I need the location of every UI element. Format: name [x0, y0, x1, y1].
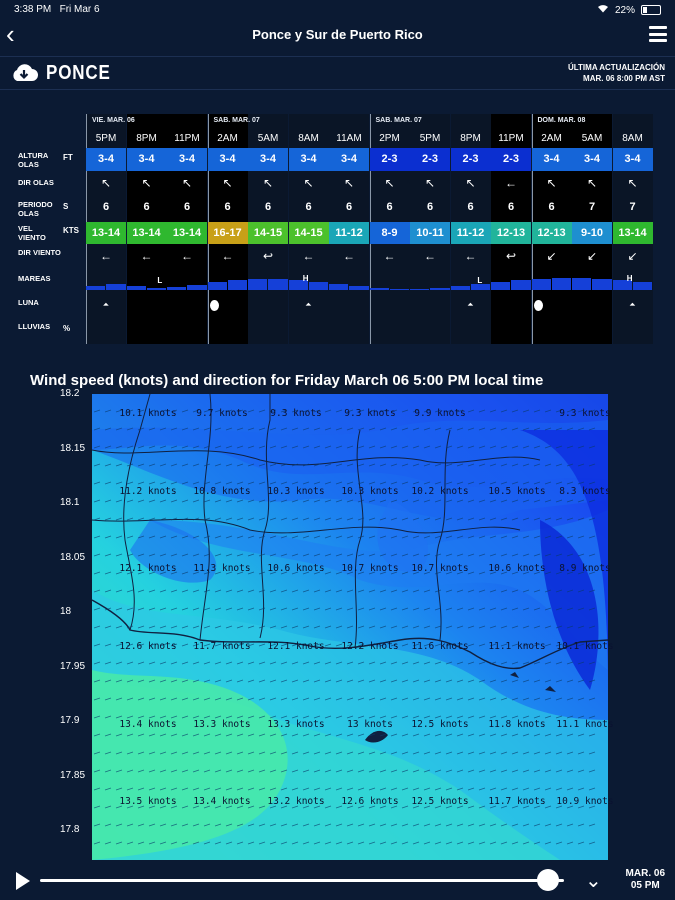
- time-header: 2AM: [541, 133, 562, 144]
- wave-period-cell: 6: [102, 201, 110, 213]
- day-header: SAB. MAR. 07: [213, 117, 260, 124]
- row-label-wave-dir: DIR OLAS: [18, 178, 54, 187]
- hamburger-menu-icon[interactable]: [649, 26, 667, 42]
- wind-speed-label: 13.5 knots: [119, 796, 177, 807]
- status-time: 3:38 PM Fri Mar 6: [14, 4, 100, 15]
- tide-high-label: H: [626, 274, 633, 283]
- day-header: SAB. MAR. 07: [375, 117, 422, 124]
- wind-speed-label: 12.5 knots: [411, 719, 469, 730]
- wave-height-cell: 2-3: [491, 148, 531, 171]
- time-header: 2AM: [217, 133, 238, 144]
- wind-speed-label: 12.1 knots: [267, 641, 325, 652]
- wave-direction-arrow-icon: ↖: [586, 176, 598, 190]
- back-chevron-icon[interactable]: ‹: [6, 19, 15, 49]
- wind-speed-label: 13.4 knots: [193, 796, 251, 807]
- tide-high-label: H: [302, 274, 309, 283]
- time-header: 2PM: [379, 133, 400, 144]
- time-header: 5AM: [581, 133, 603, 144]
- wave-period-cell: 6: [386, 201, 393, 213]
- wind-direction-arrow-icon: ←: [343, 249, 355, 263]
- y-axis-tick-label: 17.95: [60, 660, 86, 672]
- wave-period-cell: 6: [345, 201, 353, 213]
- row-label-rain: LLUVIAS: [18, 322, 51, 331]
- wave-direction-arrow-icon: ↖: [100, 176, 112, 190]
- wind-speed-label: 10.3 knots: [341, 486, 399, 497]
- tide-bar: [370, 288, 389, 290]
- wave-direction-arrow-icon: ↖: [181, 176, 193, 190]
- wind-speed-label: 10.8 knots: [193, 486, 251, 497]
- wind-direction-arrow-icon: ←: [302, 249, 315, 263]
- chevron-down-icon[interactable]: ⌄: [585, 870, 602, 892]
- last-updated-label: ÚLTIMA ACTUALIZACIÓN: [567, 63, 665, 72]
- wind-speed-label: 10.3 knots: [267, 486, 325, 497]
- y-axis-tick-label: 18.15: [60, 442, 86, 454]
- wind-speed-label: 12.6 knots: [341, 796, 399, 807]
- tide-bar: [147, 288, 166, 290]
- tide-bar: [390, 289, 409, 290]
- wind-map: [0, 390, 675, 860]
- wind-speed-cell: 16-17: [208, 222, 248, 244]
- wind-speed-label: 11.6 knots: [411, 641, 469, 652]
- wind-speed-label: 12.1 knots: [119, 563, 177, 574]
- wind-speed-label: 11.8 knots: [488, 719, 546, 730]
- last-updated-value: MAR. 06 8:00 PM AST: [583, 74, 665, 83]
- tide-bar: [572, 278, 591, 290]
- wave-direction-arrow-icon: ↖: [141, 176, 152, 190]
- wind-direction-arrow-icon: ←: [221, 249, 234, 263]
- wind-direction-arrow-icon: ←: [383, 249, 396, 263]
- y-axis-tick-label: 17.85: [60, 769, 86, 781]
- wind-direction-arrow-icon: ↩: [505, 249, 517, 263]
- cloud-download-icon[interactable]: [10, 62, 38, 89]
- wave-period-cell: 6: [183, 201, 191, 213]
- wind-speed-label: 11.3 knots: [193, 563, 251, 574]
- moon-phase-icon: [210, 300, 219, 311]
- playback-date-time: 05 PM: [630, 880, 660, 891]
- wind-speed-label: 10.9 knots: [556, 796, 614, 807]
- wave-height-cell: 3-4: [86, 148, 126, 171]
- wind-speed-label: 11.7 knots: [488, 796, 546, 807]
- time-header: 5PM: [95, 133, 117, 144]
- wave-direction-arrow-icon: ↖: [303, 176, 314, 190]
- wind-speed-label: 13.3 knots: [267, 719, 325, 730]
- time-header: 8AM: [298, 133, 319, 144]
- wave-period-cell: 6: [264, 201, 272, 213]
- time-header: 11PM: [498, 133, 524, 144]
- forecast-table[interactable]: [18, 114, 658, 344]
- page-title: Ponce y Sur de Puerto Rico: [252, 27, 423, 42]
- wind-speed-label: 10.7 knots: [411, 563, 469, 574]
- wind-speed-label: 12.6 knots: [119, 641, 177, 652]
- wind-speed-label: 8.3 knots: [559, 486, 611, 497]
- tide-bar: [410, 289, 429, 290]
- day-header: VIE. MAR. 06: [92, 117, 135, 124]
- tide-bar: [329, 284, 348, 290]
- wave-height-cell: 3-4: [329, 148, 369, 171]
- timeline-slider-thumb[interactable]: [537, 869, 559, 891]
- time-header: 8PM: [136, 133, 157, 144]
- time-header: 11AM: [336, 133, 362, 144]
- y-axis-tick-label: 18: [60, 606, 72, 617]
- wind-speed-cell: 11-12: [329, 222, 369, 244]
- time-header: 5PM: [419, 133, 441, 144]
- wind-speed-label: 9.9 knots: [414, 408, 466, 419]
- tide-bar: [349, 286, 368, 290]
- status-bar: [0, 0, 675, 20]
- wave-period-cell: 7: [629, 201, 636, 213]
- wind-speed-label: 10.5 knots: [488, 486, 546, 497]
- tide-bar: [633, 282, 652, 290]
- last-updated: [568, 62, 665, 84]
- wind-direction-arrow-icon: ←: [464, 249, 477, 263]
- wave-period-cell: 6: [467, 201, 474, 213]
- wind-speed-label: 8.9 knots: [559, 563, 611, 574]
- wave-direction-arrow-icon: ↖: [627, 176, 638, 190]
- moon-rise-icon: ⏶: [102, 300, 110, 309]
- time-header: 8AM: [622, 133, 643, 144]
- wave-direction-arrow-icon: ↖: [424, 176, 436, 190]
- wave-direction-arrow-icon: ↖: [546, 176, 557, 190]
- wind-direction-arrow-icon: ↙: [586, 249, 598, 263]
- day-header: DOM. MAR. 08: [537, 117, 586, 124]
- wind-speed-cell: 14-15: [289, 222, 329, 244]
- wind-speed-cell: 13-14: [167, 222, 207, 244]
- wind-speed-cell: 12-13: [491, 222, 531, 244]
- row-label-wind-dir: DIR VIENTO: [18, 248, 61, 257]
- wave-height-cell: 3-4: [127, 148, 167, 171]
- tide-bar: [187, 285, 206, 290]
- wind-speed-label: 12.5 knots: [411, 796, 469, 807]
- wind-speed-label: 12.2 knots: [341, 641, 399, 652]
- wind-speed-cell: 13-14: [613, 222, 653, 244]
- wave-direction-arrow-icon: ↖: [384, 176, 395, 190]
- tide-bar: [268, 279, 287, 290]
- wave-height-cell: 3-4: [613, 148, 653, 171]
- y-axis-tick-label: 17.9: [60, 715, 80, 726]
- row-label-moon: LUNA: [18, 298, 39, 307]
- wind-speed-cell: 14-15: [248, 222, 288, 244]
- wave-height-cell: 3-4: [208, 148, 248, 171]
- wind-speed-cell: 12-13: [532, 222, 572, 244]
- wind-direction-arrow-icon: ←: [181, 249, 193, 263]
- tide-bar: [167, 287, 186, 290]
- row-label-wind-speed: VEL VIENTO: [18, 224, 46, 242]
- moon-rise-icon: ⏶: [629, 300, 636, 309]
- wave-direction-arrow-icon: ↖: [262, 176, 274, 190]
- wind-direction-arrow-icon: ←: [140, 249, 153, 263]
- wave-direction-arrow-icon: ←: [505, 176, 517, 190]
- wave-height-cell: 2-3: [451, 148, 491, 171]
- wave-direction-arrow-icon: ↖: [343, 176, 355, 190]
- wind-speed-cell: 11-12: [451, 222, 491, 244]
- wave-height-cell: 3-4: [572, 148, 612, 171]
- time-header: 5AM: [257, 133, 279, 144]
- row-label-tides: MAREAS: [18, 274, 51, 283]
- wind-speed-label: 9.3 knots: [270, 408, 322, 419]
- wind-speed-label: 10.6 knots: [488, 563, 546, 574]
- time-header: 8PM: [460, 133, 481, 144]
- map-title: Wind speed (knots) and direction for Friday March 06 5:00 PM local time: [30, 372, 544, 389]
- playback-date-day: MAR. 06: [625, 868, 665, 879]
- y-axis-tick-label: 18.05: [60, 551, 86, 563]
- play-icon[interactable]: [16, 872, 30, 890]
- tide-low-label: L: [477, 276, 483, 285]
- tide-bar: [228, 280, 247, 290]
- wave-period-cell: 6: [426, 201, 434, 213]
- tide-bar: [248, 279, 267, 290]
- location-name: PONCE: [46, 62, 111, 84]
- wind-speed-label: 11.2 knots: [119, 486, 177, 497]
- battery-icon: [641, 5, 661, 15]
- wave-period-cell: 6: [305, 201, 312, 213]
- wave-height-cell: 3-4: [167, 148, 207, 171]
- wind-speed-label: 13.2 knots: [267, 796, 325, 807]
- wind-map-svg: [0, 390, 675, 860]
- wave-period-cell: 6: [548, 201, 555, 213]
- tide-bar: [532, 279, 551, 290]
- wave-period-cell: 7: [588, 201, 596, 213]
- wave-period-cell: 6: [507, 201, 515, 213]
- wind-speed-label: 13.3 knots: [193, 719, 251, 730]
- wave-direction-arrow-icon: ↖: [222, 176, 233, 190]
- wind-speed-cell: 13-14: [127, 222, 167, 244]
- tide-bar: [430, 288, 449, 290]
- playback-bar: [0, 860, 675, 900]
- playback-date: [626, 868, 665, 892]
- wave-period-cell: 6: [143, 201, 150, 213]
- status-right: [597, 4, 661, 16]
- row-unit-wave-height: FT: [63, 153, 73, 162]
- tide-bar: [309, 282, 328, 290]
- y-axis-tick-label: 18.1: [60, 497, 80, 508]
- wind-speed-label: 10.6 knots: [267, 563, 325, 574]
- location-header: [0, 56, 675, 90]
- row-unit-wind-speed: KTS: [63, 226, 79, 235]
- wind-speed-label: 9.3 knots: [559, 408, 611, 419]
- tide-bar: [491, 282, 510, 290]
- row-label-wave-height: ALTURA OLAS: [18, 151, 48, 169]
- timeline-slider[interactable]: [40, 879, 564, 882]
- battery-percent: 22%: [614, 4, 635, 16]
- time-header: 11PM: [174, 133, 200, 144]
- tide-bar: [592, 279, 611, 290]
- tide-bar: [106, 284, 125, 290]
- moon-rise-icon: ⏶: [467, 300, 474, 309]
- wind-speed-label: 10.1 knots: [119, 408, 177, 419]
- nav-bar: [0, 20, 675, 50]
- wave-height-cell: 2-3: [370, 148, 410, 171]
- wind-speed-label: 11.1 knots: [556, 719, 614, 730]
- tide-bar: [451, 286, 470, 290]
- tide-bar: [127, 286, 146, 290]
- tide-bar: [208, 282, 227, 290]
- wave-height-cell: 3-4: [289, 148, 329, 171]
- tide-bar: [511, 280, 530, 290]
- wind-speed-label: 13 knots: [347, 719, 393, 730]
- wind-speed-label: 11.1 knots: [488, 641, 546, 652]
- moon-rise-icon: ⏶: [305, 300, 312, 309]
- wind-speed-label: 9.3 knots: [344, 408, 396, 419]
- wind-speed-label: 10.7 knots: [341, 563, 399, 574]
- wind-speed-label: 13.4 knots: [119, 719, 177, 730]
- wind-speed-label: 9.7 knots: [196, 408, 248, 419]
- wind-direction-arrow-icon: ↙: [546, 249, 557, 263]
- row-unit-rain: %: [63, 324, 71, 333]
- wave-period-cell: 6: [224, 201, 231, 213]
- wind-direction-arrow-icon: ↙: [627, 249, 638, 263]
- wind-speed-cell: 10-11: [410, 222, 450, 244]
- y-axis-tick-label: 18.2: [60, 388, 80, 399]
- y-axis-tick-label: 17.8: [60, 824, 80, 835]
- wifi-icon: [597, 4, 609, 16]
- wind-direction-arrow-icon: ←: [100, 249, 112, 263]
- wave-height-cell: 3-4: [248, 148, 288, 171]
- row-label-wave-period: PERIODO OLAS: [18, 200, 53, 218]
- wind-speed-cell: 13-14: [86, 222, 126, 244]
- tide-bar: [552, 278, 571, 290]
- wind-speed-label: 11.7 knots: [193, 641, 251, 652]
- wind-speed-cell: 9-10: [572, 222, 612, 244]
- wind-direction-arrow-icon: ←: [424, 249, 436, 263]
- wind-speed-cell: 8-9: [370, 222, 410, 244]
- wind-speed-label: 10.1 knots: [556, 641, 614, 652]
- wind-direction-arrow-icon: ↩: [262, 249, 274, 263]
- moon-phase-icon: [534, 300, 543, 311]
- wind-speed-label: 10.2 knots: [411, 486, 469, 497]
- row-unit-wave-period: S: [63, 202, 69, 211]
- wave-direction-arrow-icon: ↖: [465, 176, 476, 190]
- tide-low-label: L: [157, 276, 163, 285]
- wave-height-cell: 3-4: [532, 148, 572, 171]
- tide-bar: [86, 286, 105, 290]
- wave-height-cell: 2-3: [410, 148, 450, 171]
